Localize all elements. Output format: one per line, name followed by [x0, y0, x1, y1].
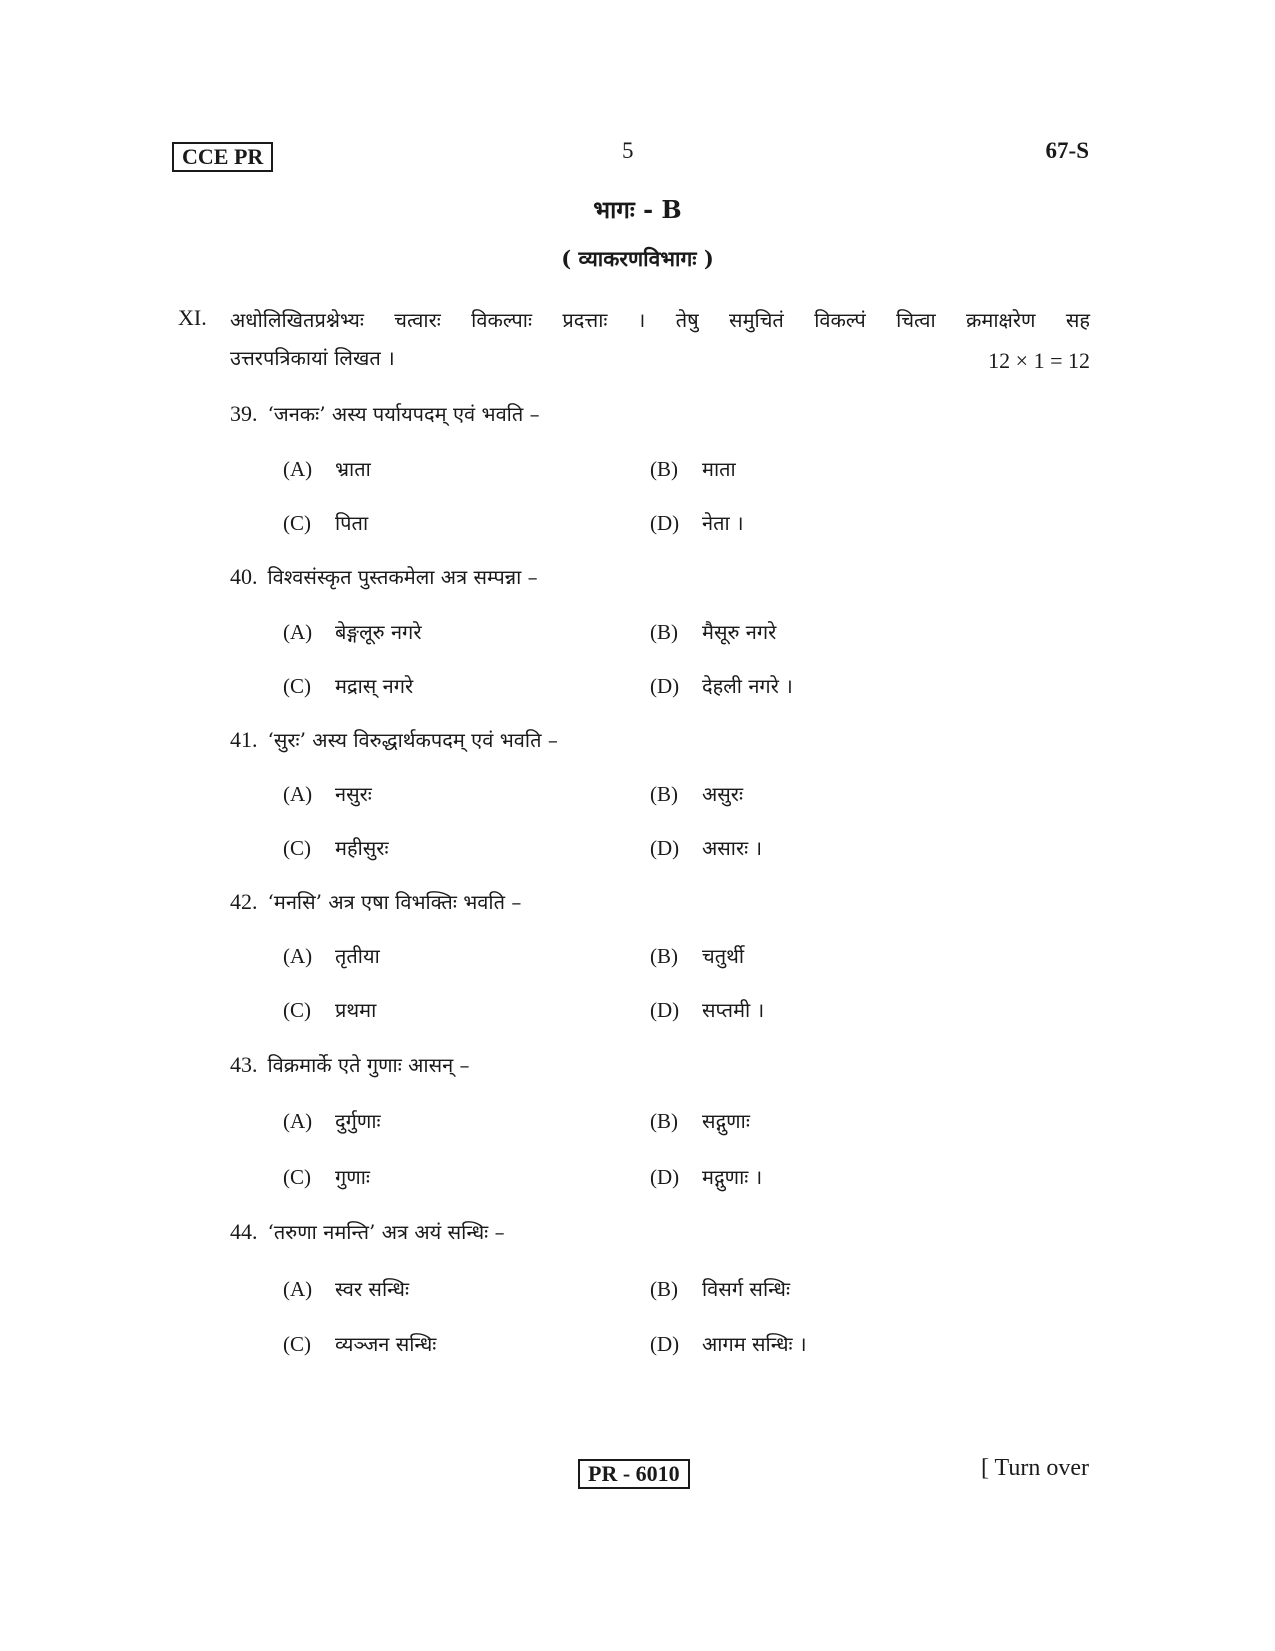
- option-text: मद्गुणाः ।: [702, 1165, 763, 1189]
- question-number: 43.: [230, 1052, 258, 1077]
- question-text: ‘तरुणा नमन्ति’ अत्र अयं सन्धिः –: [267, 1220, 505, 1244]
- option-text: तृतीया: [335, 944, 380, 968]
- option-label: (C): [283, 836, 311, 860]
- option-c: [283, 1163, 370, 1190]
- option-b: [650, 942, 744, 969]
- marks-allocation: 12 × 1 = 12: [988, 348, 1090, 373]
- option-text: व्यञ्जन सन्धिः: [335, 1332, 437, 1356]
- option-label: (A): [283, 457, 313, 481]
- option-text: गुणाः: [335, 1165, 370, 1189]
- option-label: (D): [650, 836, 680, 860]
- option-label: (C): [283, 998, 311, 1022]
- option-text: स्वर सन्धिः: [335, 1277, 410, 1301]
- option-label: (B): [650, 944, 678, 968]
- option-text: देहली नगरे ।: [702, 674, 793, 698]
- option-c: [283, 834, 389, 861]
- option-label: (D): [650, 511, 680, 535]
- question-number: 40.: [230, 564, 258, 589]
- option-text: नसुरः: [335, 782, 372, 806]
- option-text: मैसूरु नगरे: [702, 620, 777, 644]
- option-label: (D): [650, 998, 680, 1022]
- option-text: नेता ।: [702, 511, 744, 535]
- option-c: [283, 1330, 436, 1357]
- paper-reference: 67-S: [1045, 138, 1089, 163]
- question-42: [230, 888, 521, 915]
- option-label: (C): [283, 1332, 311, 1356]
- option-d: [650, 1330, 807, 1357]
- question-text: विश्वसंस्कृत पुस्तकमेला अत्र सम्पन्ना –: [267, 565, 538, 589]
- option-text: सप्तमी ।: [702, 998, 765, 1022]
- option-b: [650, 1107, 750, 1134]
- option-a: [283, 455, 371, 482]
- option-d: [650, 834, 762, 861]
- option-text: मद्रास् नगरे: [335, 674, 414, 698]
- option-text: बेङ्गलूरु नगरे: [335, 620, 422, 644]
- option-c: [283, 672, 413, 699]
- option-text: पिता: [335, 511, 369, 535]
- option-text: असारः ।: [702, 836, 763, 860]
- question-41: [230, 726, 558, 753]
- option-a: [283, 1275, 409, 1302]
- option-text: असुरः: [702, 782, 744, 806]
- option-c: [283, 996, 376, 1023]
- option-b: [650, 780, 743, 807]
- section-subtitle: ( व्याकरणविभागः ): [561, 246, 714, 271]
- instruction-text-continued: उत्तरपत्रिकायां लिखत ।: [230, 346, 395, 370]
- question-number: 41.: [230, 727, 258, 752]
- option-label: (D): [650, 674, 680, 698]
- option-text: विसर्ग सन्धिः: [702, 1277, 791, 1301]
- question-text: विक्रमार्के एते गुणाः आसन् –: [267, 1053, 470, 1077]
- option-text: भ्राता: [335, 457, 371, 481]
- option-b: [650, 1275, 790, 1302]
- option-label: (A): [283, 782, 313, 806]
- option-label: (C): [283, 674, 311, 698]
- instruction-number: XI.: [178, 305, 207, 330]
- option-label: (A): [283, 1277, 313, 1301]
- turn-over-note: [ Turn over: [980, 1455, 1089, 1481]
- option-a: [283, 942, 380, 969]
- page-number: 5: [622, 138, 634, 163]
- option-label: (C): [283, 511, 311, 535]
- instruction-text: अधोलिखितप्रश्नेभ्यः चत्वारः विकल्पाः प्रदत्ताः । तेषु समुचितं विकल्पं चित्वा क्रमाक्षरेण सह: [230, 308, 1090, 332]
- option-label: (B): [650, 620, 678, 644]
- option-text: सद्गुणाः: [702, 1109, 750, 1133]
- section-title: भागः - B: [593, 195, 682, 224]
- option-text: माता: [702, 457, 736, 481]
- option-b: [650, 455, 736, 482]
- option-label: (C): [283, 1165, 311, 1189]
- option-label: (D): [650, 1332, 680, 1356]
- option-label: (A): [283, 944, 313, 968]
- option-label: (B): [650, 1109, 678, 1133]
- question-text: ‘जनकः’ अस्य पर्यायपदम् एवं भवति –: [267, 402, 540, 426]
- option-label: (D): [650, 1165, 680, 1189]
- option-d: [650, 1163, 762, 1190]
- option-label: (B): [650, 782, 678, 806]
- question-44: [230, 1218, 505, 1245]
- question-number: 39.: [230, 401, 258, 426]
- option-text: आगम सन्धिः ।: [702, 1332, 807, 1356]
- option-text: दुर्गुणाः: [335, 1109, 381, 1133]
- option-d: [650, 672, 793, 699]
- option-c: [283, 509, 368, 536]
- question-40: [230, 563, 538, 590]
- option-text: महीसुरः: [335, 836, 389, 860]
- paper-series-code: CCE PR: [172, 142, 273, 172]
- question-text: ‘मनसि’ अत्र एषा विभक्तिः भवति –: [267, 890, 522, 914]
- question-number: 44.: [230, 1219, 258, 1244]
- option-d: [650, 996, 764, 1023]
- option-a: [283, 618, 422, 645]
- option-text: प्रथमा: [335, 998, 377, 1022]
- option-text: चतुर्थी: [702, 944, 745, 968]
- option-b: [650, 618, 776, 645]
- question-39: [230, 400, 540, 427]
- option-label: (A): [283, 1109, 313, 1133]
- footer-paper-code: PR - 6010: [578, 1459, 690, 1489]
- question-43: [230, 1051, 470, 1078]
- option-label: (A): [283, 620, 313, 644]
- option-label: (B): [650, 457, 678, 481]
- option-a: [283, 1107, 381, 1134]
- question-text: ‘सुरः’ अस्य विरुद्धार्थकपदम् एवं भवति –: [267, 728, 558, 752]
- question-number: 42.: [230, 889, 258, 914]
- option-d: [650, 509, 744, 536]
- option-label: (B): [650, 1277, 678, 1301]
- option-a: [283, 780, 372, 807]
